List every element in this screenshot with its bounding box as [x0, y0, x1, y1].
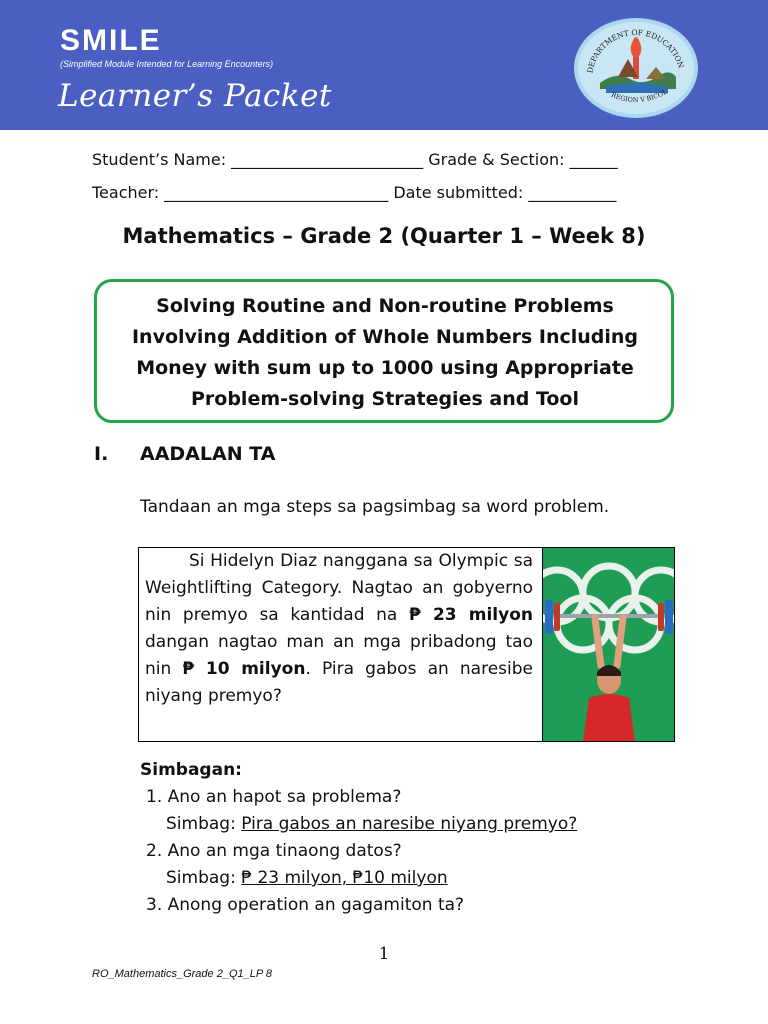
answer-1-text: Pira gabos an naresibe niyang premyo?	[241, 814, 578, 834]
seal-top-text: DEPARTMENT OF EDUCATION	[585, 27, 686, 74]
brand-tagline: (Simplified Module Intended for Learning Encounters)	[60, 59, 274, 69]
answer-2	[166, 868, 448, 888]
topic-line: Money with sum up to 1000 using Appropriate	[136, 357, 634, 379]
seal-bottom-text: REGION V BICOL	[610, 87, 669, 105]
answer-label: Simbag:	[166, 868, 242, 888]
topic-text	[100, 291, 670, 415]
answer-label: Simbag:	[166, 814, 242, 834]
footer-code: RO_Mathematics_Grade 2_Q1_LP 8	[92, 968, 272, 980]
intro-paragraph: Tandaan an mga steps sa pagsimbag sa word problem.	[140, 497, 610, 517]
page-title: Mathematics – Grade 2 (Quarter 1 – Week 8)	[122, 224, 646, 248]
answer-2-text: ₱ 23 milyon, ₱10 milyon	[241, 868, 448, 888]
topic-line: Involving Addition of Whole Numbers Including	[131, 326, 639, 348]
question-1: 1. Ano an hapot sa problema?	[146, 787, 402, 807]
question-2: 2. Ano an mga tinaong datos?	[146, 841, 402, 861]
story-text-part: . Pira gabos an naresibe niyang premyo?	[145, 659, 533, 706]
topic-line: Solving Routine and Non-routine Problems	[156, 295, 614, 317]
topic-line: Problem-solving Strategies and Tool	[190, 388, 579, 410]
story-paragraph	[145, 548, 533, 710]
question-3: 3. Anong operation an gagamiton ta?	[146, 895, 465, 915]
story-amount-1: ₱ 23 milyon	[408, 605, 533, 625]
section-title: AADALAN TA	[140, 443, 276, 465]
brand-name: SMILE	[60, 24, 162, 57]
weightlifter-illustration	[543, 548, 674, 741]
simbagan-label: Simbagan:	[140, 760, 242, 780]
page-number: 1	[378, 944, 390, 964]
teacher-field: Teacher: ____________________________ Date submitted: ___________	[92, 183, 617, 202]
student-name-field: Student’s Name: ________________________ Grade & Section: ______	[92, 150, 618, 169]
packet-title: Learner’s Packet	[58, 78, 332, 114]
story-amount-2: ₱ 10 milyon	[182, 659, 306, 679]
answer-1	[166, 814, 577, 834]
weightlifter-photo	[542, 548, 674, 741]
section-number: I.	[94, 443, 109, 465]
story-text-part: Si Hidelyn Diaz nanggana sa Olympic sa Weightlifting Category. Nagtao an gobyerno nin premyo sa kantidad na	[145, 551, 533, 625]
story-text-part: dangan nagtao man an mga pribadong tao nin	[145, 632, 533, 679]
deped-seal-logo	[572, 17, 700, 119]
